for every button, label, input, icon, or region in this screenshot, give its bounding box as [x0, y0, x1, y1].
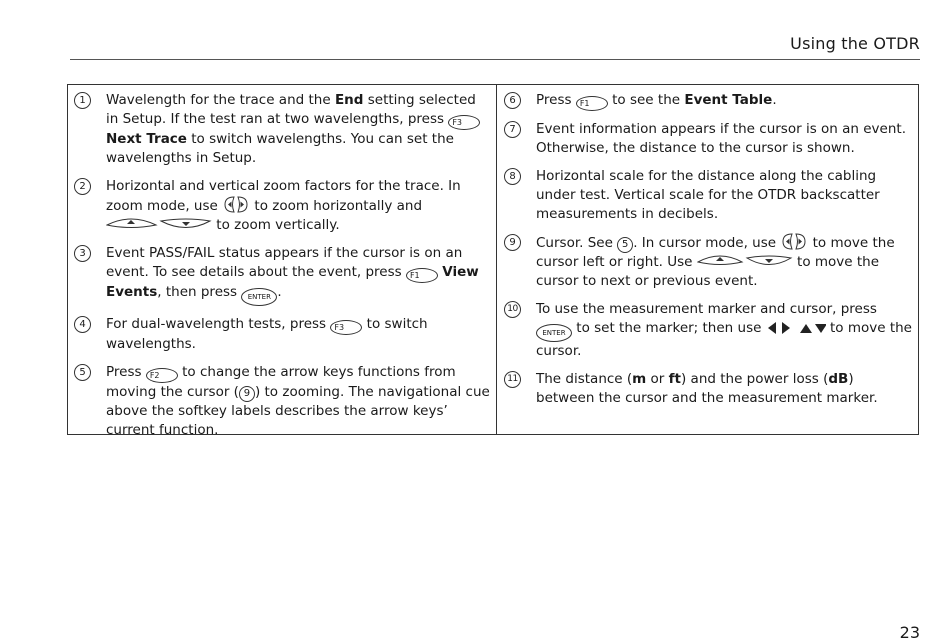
callout-text: Horizontal scale for the distance along the cabling under test. Vertical scale for the OTDR backscatter measurements in decibels. [536, 168, 880, 222]
four-arrows-icon [766, 321, 826, 335]
callout-text: Press F1 to see the Event Table. [536, 91, 777, 111]
callout-text: Event PASS/FAIL status appears if the cursor is on an event. To see details about the event, press F1 View Events, then press ENTER . [106, 244, 490, 306]
softkey-f2-icon: F2 [146, 368, 178, 383]
page-number: 23 [899, 623, 920, 642]
callout-number: 1 [74, 92, 91, 109]
step-9-reference-icon: 9 [239, 386, 255, 402]
callout-item-6 [504, 91, 914, 111]
callout-item-7 [504, 120, 914, 158]
callout-text: Event information appears if the cursor is on an event. Otherwise, the distance to the cursor is shown. [536, 121, 906, 156]
callout-table [67, 84, 919, 438]
callout-number: 11 [504, 371, 521, 388]
callout-item-2 [74, 177, 490, 235]
header-rule [70, 59, 920, 60]
softkey-f1-icon: F1 [406, 268, 438, 283]
up-down-arrow-keys-icon [697, 253, 793, 269]
page-header-title: Using the OTDR [790, 34, 920, 53]
callout-item-10 [504, 300, 914, 361]
callout-number: 8 [504, 168, 521, 185]
callout-number: 10 [504, 301, 521, 318]
callout-text: Horizontal and vertical zoom factors for the trace. In zoom mode, use to zoom horizontally and to zoom vertically. [106, 178, 461, 233]
callout-number: 5 [74, 364, 91, 381]
callout-text: Cursor. See 5 . In cursor mode, use to move the cursor left or right. Use to move the cursor to next or previous event. [536, 235, 895, 289]
callout-item-1 [74, 91, 490, 168]
left-column [74, 91, 490, 449]
column-divider [496, 85, 497, 434]
callout-item-8 [504, 167, 914, 224]
callout-item-9 [504, 233, 914, 291]
right-column [504, 91, 914, 417]
callout-text: Wavelength for the trace and the End setting selected in Setup. If the test ran at two wavelengths, press F3 Next Trace to switch wavelengths. You can set the wavelengths in Setup. [106, 91, 490, 168]
up-down-arrow-keys-icon [106, 216, 212, 232]
callout-text: Press F2 to change the arrow keys functions from moving the cursor ( 9 ) to zooming. The navigational cue above the softkey labels describes the arrow keys’ current function. [106, 364, 490, 438]
callout-item-11 [504, 370, 914, 408]
callout-item-4 [74, 315, 490, 354]
enter-key-icon: ENTER [536, 324, 572, 342]
softkey-f3-icon: F3 [330, 320, 362, 335]
softkey-f1-icon: F1 [576, 96, 608, 111]
callout-number: 6 [504, 92, 521, 109]
step-5-reference-icon: 5 [617, 237, 633, 253]
callout-number: 2 [74, 178, 91, 195]
callout-text: The distance (m or ft) and the power loss (dB) between the cursor and the measurement marker. [536, 371, 878, 406]
enter-key-icon: ENTER [241, 288, 277, 306]
callout-number: 3 [74, 245, 91, 262]
callout-number: 7 [504, 121, 521, 138]
callout-text: For dual-wavelength tests, press F3 to switch wavelengths. [106, 316, 428, 352]
callout-item-3 [74, 244, 490, 306]
callout-text: To use the measurement marker and cursor, press ENTER to set the marker; then use to move the cursor. [536, 301, 912, 359]
callout-number: 9 [504, 234, 521, 251]
left-right-arrow-keys-icon [780, 233, 808, 250]
callout-item-5 [74, 363, 490, 440]
left-right-arrow-keys-icon [222, 196, 250, 213]
softkey-f3-icon: F3 [448, 115, 480, 130]
callout-number: 4 [74, 316, 91, 333]
